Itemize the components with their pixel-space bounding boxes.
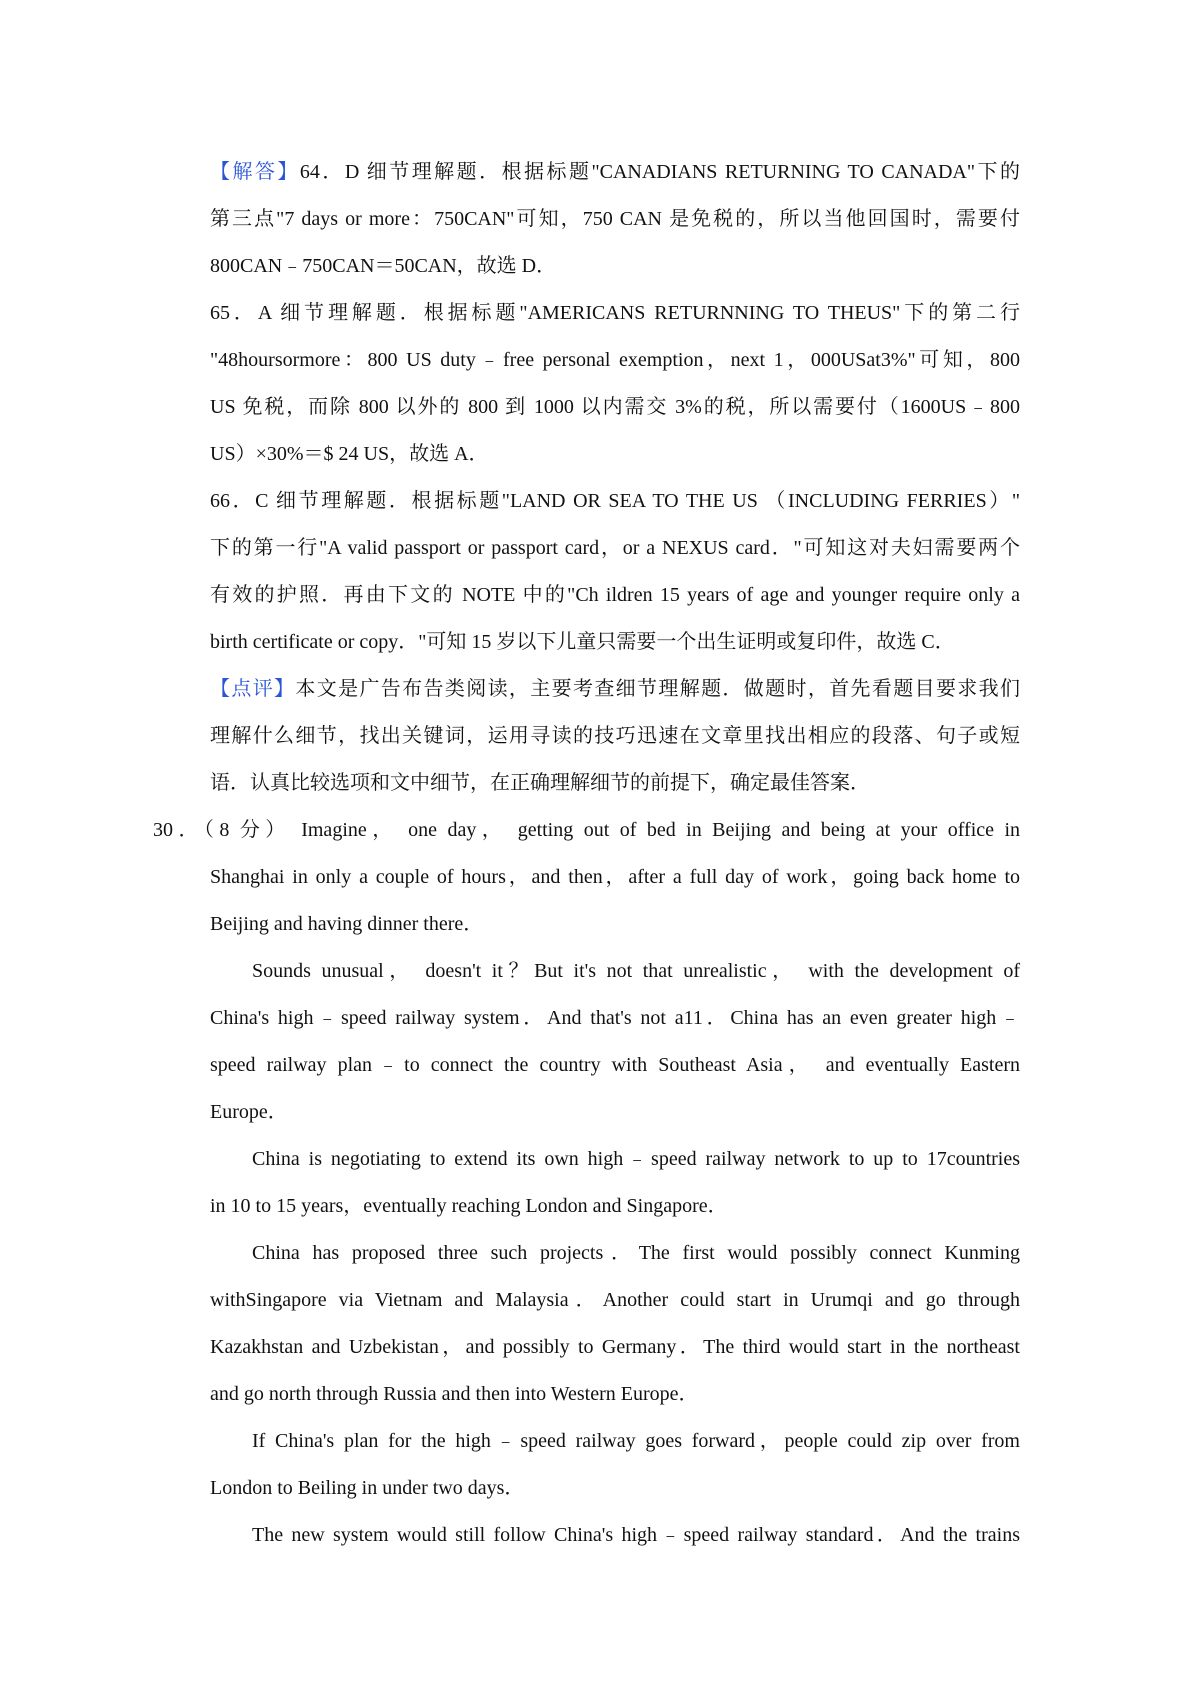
paragraph-3-line-2: withSingapore via Vietnam and Malaysia．Another could start in Urumqi and go through — [210, 1289, 1020, 1311]
question-score: （8 分） — [203, 819, 291, 841]
paragraph-2-line-1: China is negotiating to extend its own high﹣speed railway network to up to 17countries — [252, 1148, 1020, 1170]
question-30-line-2: Shanghai in only a couple of hours，and then，after a full day of work，going back home to — [210, 866, 1020, 888]
answer-line-9: 下的第一行"A valid passport or passport card，or a NEXUS card．"可知这对夫妇需要两个 — [210, 537, 1020, 559]
question-30-line-1: 30．（8 分） Imagine， one day， getting out of bed in Beijing and being at your office in — [153, 819, 1021, 841]
paragraph-1-line-1: Sounds unusual， doesn't it？But it's not that unrealistic， with the development of — [252, 960, 1020, 982]
answer-line-8: 66．C 细节理解题．根据标题"LAND OR SEA TO THE US （INCLUDING FERRIES）" — [210, 490, 1020, 512]
comment-line-2: 理解什么细节，找出关键词，运用寻读的技巧迅速在文章里找出相应的段落、句子或短 — [210, 725, 1020, 747]
answer-line-5: "48hoursormore：800 US duty﹣free personal exemption，next 1，000USat3%"可知，800 — [210, 349, 1020, 371]
paragraph-1-line-2: China's high﹣speed railway system．And that's not a11．China has an even greater high﹣ — [210, 1007, 1020, 1029]
paragraph-4-line-1: If China's plan for the high﹣speed railway goes forward，people could zip over from — [252, 1430, 1020, 1452]
paragraph-3-line-1: China has proposed three such projects．The first would possibly connect Kunming — [252, 1242, 1020, 1264]
answer-line-3: 800CAN﹣750CAN＝50CAN，故选 D． — [210, 255, 557, 277]
comment-line-3: 语．认真比较选项和文中细节，在正确理解细节的前提下，确定最佳答案． — [210, 772, 870, 794]
answer-line-11: birth certificate or copy．"可知 15 岁以下儿童只需要一个出生证明或复印件，故选 C． — [210, 631, 955, 653]
comment-line-1: 【点评】本文是广告布告类阅读，主要考查细节理解题．做题时，首先看题目要求我们 — [210, 678, 1021, 700]
answer-line-4: 65．A 细节理解题．根据标题"AMERICANS RETURNNING TO THEUS"下的第二行 — [210, 302, 1020, 324]
question-number: 30． — [153, 819, 204, 841]
question-30-line-3: Beijing and having dinner there． — [210, 913, 484, 935]
paragraph-1-line-4: Europe． — [210, 1101, 288, 1123]
paragraph-3-line-3: Kazakhstan and Uzbekistan，and possibly to Germany．The third would start in the northeast — [210, 1336, 1020, 1358]
paragraph-2-line-2: in 10 to 15 years，eventually reaching London and Singapore． — [210, 1195, 728, 1217]
answer-line-1: 【解答】64．D 细节理解题．根据标题"CANADIANS RETURNING TO CANADA"下的 — [210, 161, 1020, 183]
answer-line-2: 第三点"7 days or more：750CAN"可知，750 CAN 是免税的，所以当他回国时，需要付 — [210, 208, 1020, 230]
paragraph-5-line-1: The new system would still follow China's high﹣speed railway standard．And the trains — [252, 1524, 1020, 1546]
answer-line-6: US 免税，而除 800 以外的 800 到 1000 以内需交 3%的税，所以需要付（1600US﹣800 — [210, 396, 1020, 418]
paragraph-1-line-3: speed railway plan﹣to connect the country with Southeast Asia， and eventually Eastern — [210, 1054, 1020, 1076]
answer-tag: 【解答】 — [210, 161, 300, 183]
answer-line-7: US）×30%＝$ 24 US，故选 A． — [210, 443, 489, 465]
paragraph-3-line-4: and go north through Russia and then into Western Europe． — [210, 1383, 699, 1405]
answer-line-10: 有效的护照．再由下文的 NOTE 中的"Ch ildren 15 years of age and younger require only a — [210, 584, 1020, 606]
comment-tag: 【点评】 — [210, 678, 296, 700]
paragraph-4-line-2: London to Beiling in under two days． — [210, 1477, 525, 1499]
